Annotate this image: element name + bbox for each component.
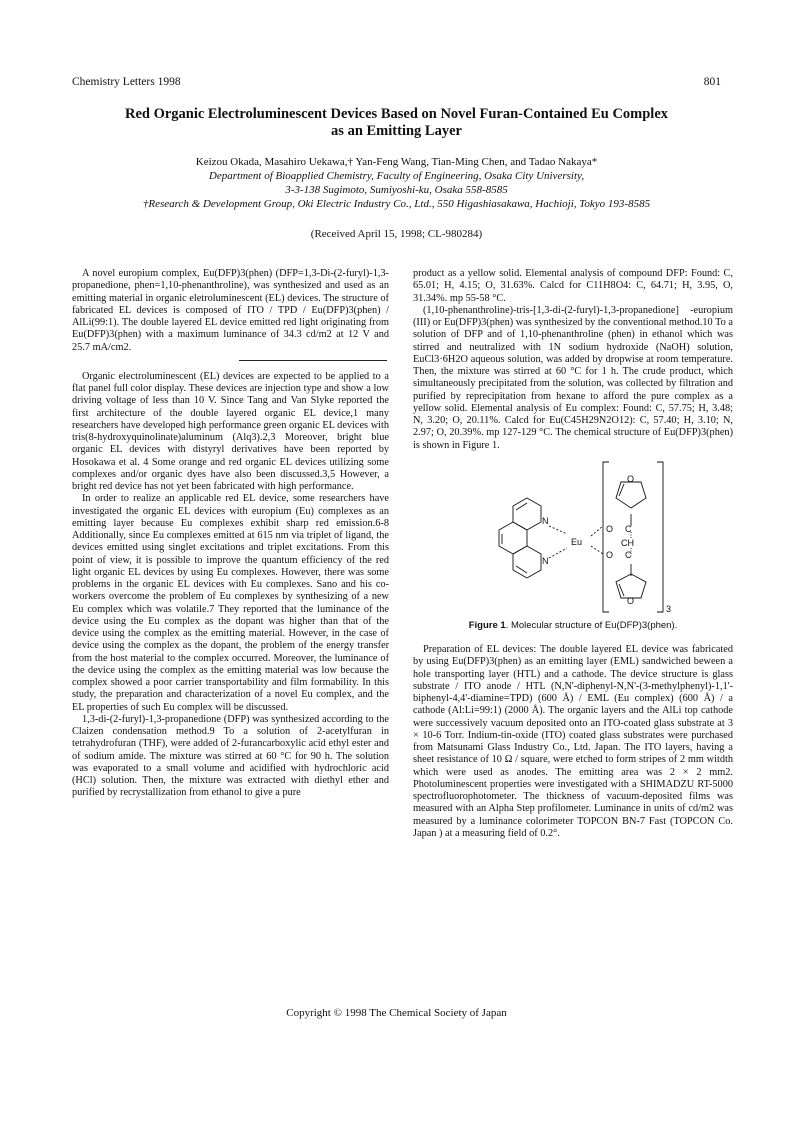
- el-device-paragraph: Preparation of EL devices: The double layered EL device was fabricated by using Eu(DFP)3(phen) as an emitting layer (EML) sandwiched beween a hole transporting layer (HTL) and a cathode. The device structure is glass substrate / ITO anode / HTL (N,N'-diphenyl-N,N'-(3-methylphenyl)-1,1'-biphenyl-4,4'-diamine=TPD) (600 Å) / EML (Eu complex) (600 Å) / a cathode (Al:Li=99:1) (2000 Å). The organic layers and the AlLi top cathode were successively vacuum deposited onto an ITO-coated glass substrate at 3 × 10-6 Torr. Indium-tin-oxide (ITO) coated glass substrates were purchased from Matsunami Glass Industry Co., Ltd. Japan. The ITO layers, having a sheet resistance of 10 Ω / square, were etched to form stripes of 2 mm witdth which were used as anodes. The emitting area was 2 × 2 mm2. Photoluminescent properties were investigated with a SHIMADZU RT-5000 spectrofluorophotometer. The thickness of vacuum-deposited films was measured with an Alpha Step profilometer. Luminance in units of cd/m2 was measured by a luminance colorimeter TOPCON BN-7 Fast (TOPCON Co. Japan ) at a measuring field of 0.2°.: [413, 644, 733, 839]
- molecular-structure-figure: [413, 454, 733, 614]
- article-title: [60, 106, 733, 140]
- europium-label: Eu: [571, 536, 583, 547]
- abstract: A novel europium complex, Eu(DFP)3(phen) (DFP=1,3-Di-(2-furyl)-1,3-propanedione, phen=1,10-phenanthroline), was synthesized and used as an emitting material in organic eletroluminescent (EL) devices. The structure of fabricated EL devices is composed of ITO / TPD / Eu(DFP)3(phen) / AlLi(99:1). The double layered EL device emitted red light originating from Eu(DFP)3(phen) with a maximum luminance of 34.3 cd/m2 at 12 V and 25.7 mA/cm2.: [72, 268, 389, 353]
- furan-ring-top: [616, 482, 646, 508]
- right-column: [413, 268, 733, 840]
- author-names: Keizou Okada, Masahiro Uekawa,† Yan-Feng Wang, Tian-Ming Chen, and Tadao Nakaya*: [195, 156, 598, 168]
- analysis-paragraph: product as a yellow solid. Elemental analysis of compound DFP: Found: C, 65.01; H, 4.15; O, 31.63%. Calcd for C11H8O4: C, 64.71; H, 3.95, O, 31.34%. mp 55-58 °C.: [413, 268, 733, 304]
- phen-ring-bottom: [513, 546, 541, 578]
- intro-paragraph-2: In order to realize an applicable red EL device, some researchers have investigated the organic EL devices with europium (Eu) complexes as an emitting layer because Eu complexes exhibit sharp red emission.6-8 Additionally, since Eu complexes emitted at 615 nm via triplet of ligand, the devices emitted using singlet excitations and triplet excitations. From this point of view, it is possible to improve the quantum efficiency of the red light organic EL devices by using Eu complexes. However, there was some problems in the organic EL devices with Eu complexes. Sano and his co-workers overcome the problem of Eu complexes by synthesizing of a new Eu complex which was volatile.7 They reported that the luminance of the device using the Eu complex as the dopant was higher than that of the device using the complex as the emitting material. However, in the case of device using the complex as the dopant, the problem of the energy transfer from the host material to the complex occurred. Moreover, the luminance of the device using the complex as the emitting material was low because the complex showed a poor carrier transportability and film formability. In this study, the preparation and characterization of a novel Eu complex, and the EL properties of such Eu complex will be discussed.: [72, 493, 389, 713]
- oxygen-label-1: O: [606, 523, 614, 534]
- oxygen-label-furan-bottom: O: [627, 595, 635, 606]
- oxygen-label-furan-top: O: [627, 473, 635, 484]
- phen-ring-mid: [499, 522, 527, 554]
- title-line-1: Red Organic Electroluminescent Devices Based on Novel Furan-Contained Eu Complex: [124, 106, 669, 122]
- phen-ring-top: [513, 498, 541, 530]
- journal-header: Chemistry Letters 1998: [72, 76, 181, 88]
- abstract-divider: [239, 360, 387, 361]
- synthesis-paragraph: 1,3-di-(2-furyl)-1,3-propanedione (DFP) was synthesized according to the Claizen condensation method.9 To a solution of 2-acetylfuran in tetrahydrofuran (THF), were added of 2-furancarboxylic acid ethyl ester and of sodium amide. The mixture was stirred at 60 °C for 90 h. The solution was evaporated to a small volume and acidified with hydrochloric acid (HCl) solution. Then, the mixture was extracted with diethyl ether and purified by recrystallization from ethanol to give a pure: [72, 713, 389, 799]
- received-date: (Received April 15, 1998; CL-980284): [310, 228, 483, 240]
- nitrogen-label-1: N: [542, 515, 549, 526]
- author-block: [60, 155, 733, 211]
- oxygen-label-2: O: [606, 549, 614, 560]
- furan-ring-bottom: [616, 574, 646, 598]
- affiliation-1-line-1: Department of Bioapplied Chemistry, Faculty of Engineering, Osaka City University,: [208, 170, 585, 182]
- figure-caption-label: Figure 1: [468, 619, 506, 631]
- carbon-label-1: C: [625, 523, 632, 534]
- figure-caption: [413, 620, 733, 632]
- intro-paragraph-1: Organic electroluminescent (EL) devices are expected to be applied to a flat panel full color display. These devices are injection type and show a low driving voltage of less than 10 V. Since Tang and Van Slyke reported the first architecture of the double layered organic EL device,1 many researchers have developed high performance green organic EL devices with tris(8-hydroxyquinolinate)aluminum (Alq3).2,3 Moreover, bright blue organic EL devices with distyryl derivatives have been reported by Hosokawa et al. 4 Some orange and red organic EL devices utilizing some complexes and/or organic dyes have also been discussed.3,5 However, a bright red device has not yet been fabricated with high performance.: [72, 370, 389, 492]
- page-number: 801: [703, 76, 721, 88]
- carbon-label-2: C: [625, 549, 632, 560]
- subscript-three: 3: [666, 603, 672, 614]
- ch-label: CH: [621, 537, 634, 548]
- figure-caption-text: . Molecular structure of Eu(DFP)3(phen).: [505, 619, 678, 631]
- nitrogen-label-2: N: [542, 555, 549, 566]
- copyright-footer: Copyright © 1998 The Chemical Society of Japan: [286, 1007, 507, 1019]
- affiliation-2: †Research & Development Group, Oki Electric Industry Co., Ltd., 550 Higashiasakawa, Hachioji, Tokyo 193-8585: [142, 198, 651, 210]
- affiliation-1-line-2: 3-3-138 Sugimoto, Sumiyoshi-ku, Osaka 558-8585: [285, 184, 508, 196]
- title-line-2: as an Emitting Layer: [331, 123, 462, 139]
- left-column: [72, 268, 389, 800]
- molecular-structure-drawing: [413, 454, 733, 614]
- complex-synthesis-paragraph: (1,10-phenanthroline)-tris-[1,3-di-(2-furyl)-1,3-propanedione] -europium (III) or Eu(DFP)3(phen) was synthesized by the conventional method.10 To a solution of DFP and of 1,10-phenanthroline (phen) in ethanol which was stirred and neutralized with 1N sodium hydroxide (NaOH) solution, EuCl3·6H2O aqueous solution, was added by dropwise at room temperature. Then, the mixture was stirred at 60 °C for 1 h. The crude product, which simultaneously precipitated from the solution, was collected by filtration and purified by reprecipitation from hexane to afford the pure complex as a yellow solid. Elemental analysis of Eu complex: Found: C, 57.75; H, 3.48; N, 3.20; O, 20.11%. Calcd for Eu(C45H29N2O12): C, 57.40; H, 3.10; N, 2.97; O, 20.39%. mp 127-129 °C. The chemical structure of Eu(DFP)3(phen) is shown in Figure 1.: [413, 304, 733, 451]
